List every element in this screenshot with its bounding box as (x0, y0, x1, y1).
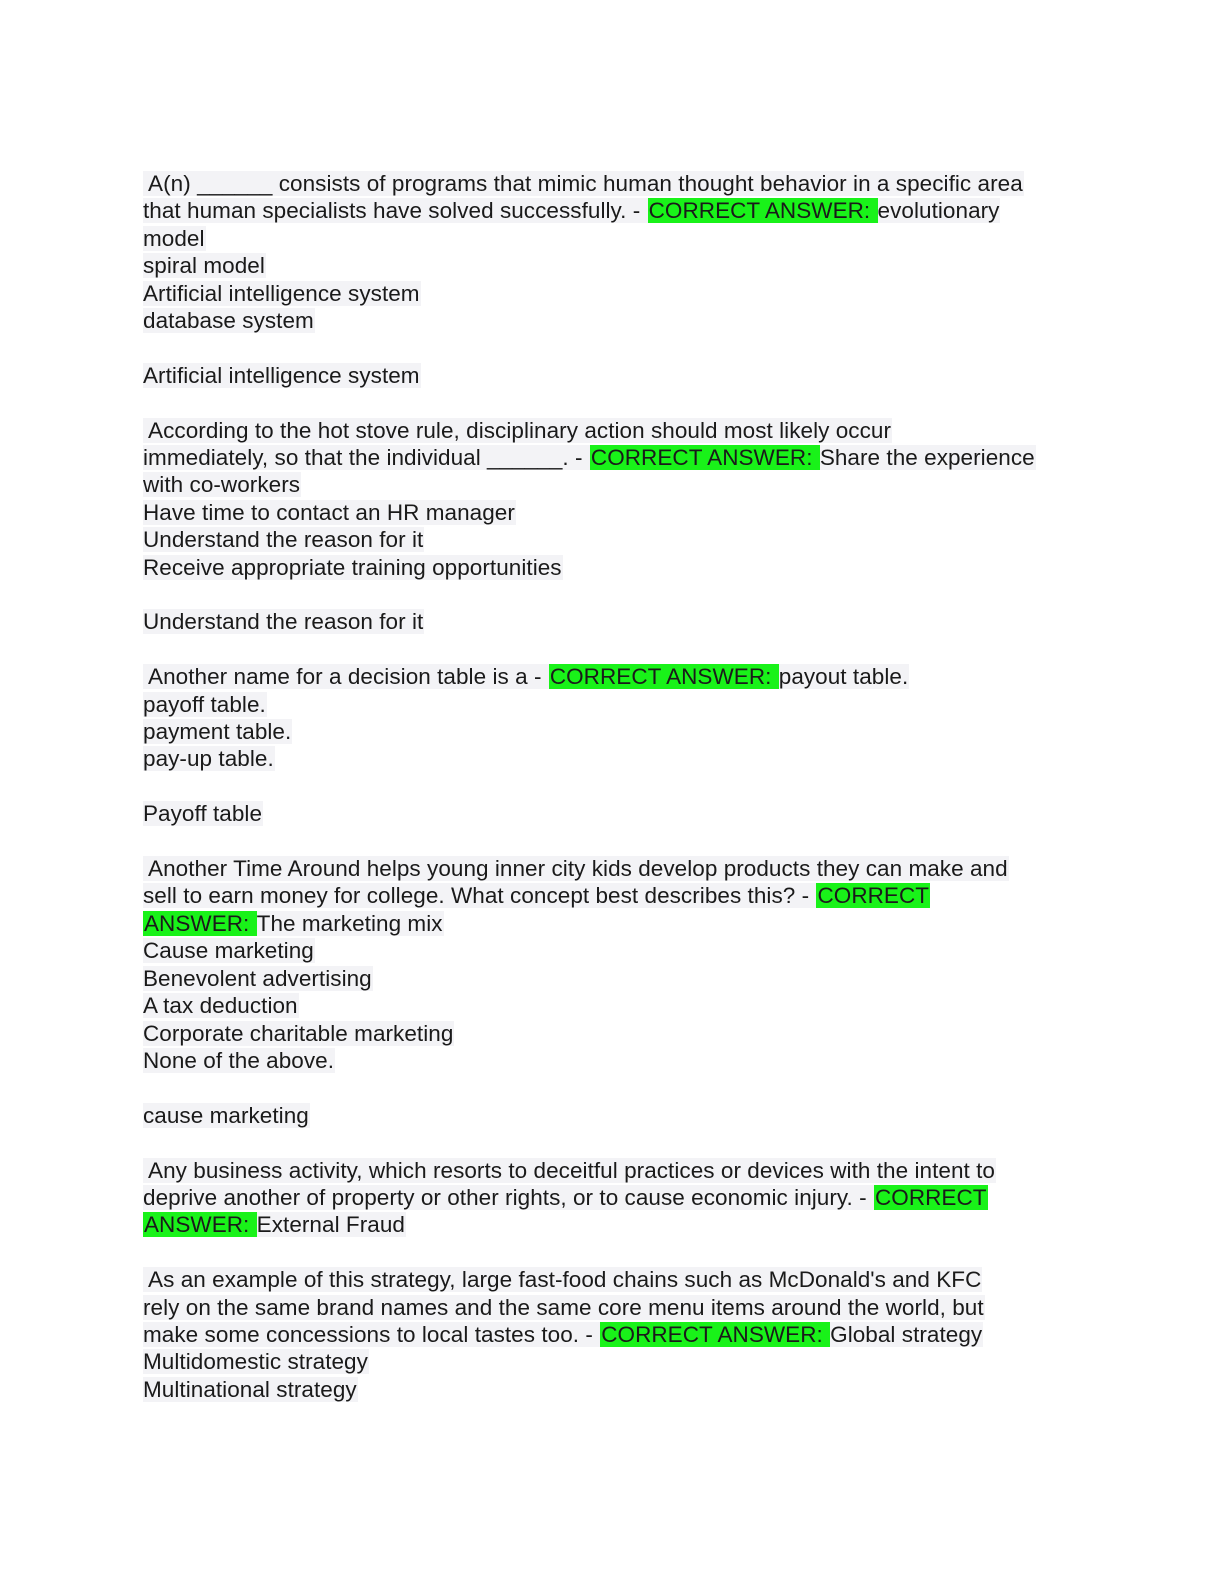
question-block (143, 663, 1083, 773)
text-line (143, 608, 1083, 635)
text-segment: database system (143, 308, 314, 334)
text-line (143, 992, 1083, 1019)
text-line (143, 855, 1083, 882)
text-segment: Share the experience (819, 445, 1035, 471)
text-segment: spiral model (143, 253, 265, 279)
text-line (143, 1376, 1083, 1403)
correct-answer-label: CORRECT ANSWER: (549, 664, 778, 690)
answer-block (143, 362, 1083, 389)
text-segment: Understand the reason for it (143, 609, 424, 635)
text-segment: Multinational strategy (143, 1376, 357, 1402)
text-segment: As an example of this strategy, large fast-food chains such as McDonald's and KFC (143, 1267, 982, 1293)
text-segment: Payoff table (143, 801, 263, 827)
correct-answer-label: CORRECT ANSWER: (601, 1321, 830, 1347)
text-segment: make some concessions to local tastes too. - (143, 1321, 600, 1347)
text-line (143, 882, 1083, 909)
text-line (143, 965, 1083, 992)
text-segment: payout table. (778, 664, 909, 690)
text-line (143, 1294, 1083, 1321)
text-segment: Understand the reason for it (143, 527, 424, 553)
text-segment: The marketing mix (256, 910, 443, 936)
text-segment: Multidomestic strategy (143, 1349, 368, 1375)
question-block (143, 1157, 1083, 1239)
text-line (143, 280, 1083, 307)
text-segment: A(n) ______ consists of programs that mimic human thought behavior in a specific area (143, 171, 1023, 196)
text-line (143, 554, 1083, 581)
question-block (143, 417, 1083, 581)
text-line (143, 471, 1083, 498)
document-body (143, 170, 1083, 1431)
text-segment: Another name for a decision table is a - (143, 664, 548, 690)
correct-answer-label: CORRECT (874, 1184, 987, 1210)
correct-answer-label: CORRECT ANSWER: (590, 445, 819, 471)
text-line (143, 1020, 1083, 1047)
text-segment: Corporate charitable marketing (143, 1020, 454, 1046)
correct-answer-label: ANSWER: (144, 910, 256, 936)
text-line (143, 1102, 1083, 1129)
text-segment: Any business activity, which resorts to deceitful practices or devices with the intent to (143, 1157, 995, 1183)
answer-block (143, 608, 1083, 635)
text-segment: None of the above. (143, 1047, 335, 1073)
text-line (143, 307, 1083, 334)
text-segment: evolutionary (877, 198, 1000, 224)
answer-block (143, 800, 1083, 827)
text-line (143, 1184, 1083, 1211)
correct-answer-label: ANSWER: (144, 1212, 256, 1238)
text-line (143, 800, 1083, 827)
text-line (143, 1157, 1083, 1184)
text-line (143, 1348, 1083, 1375)
text-line (143, 499, 1083, 526)
text-segment: A tax deduction (143, 993, 298, 1019)
text-segment: immediately, so that the individual ______. - (143, 445, 589, 471)
text-segment: with co-workers (143, 472, 301, 498)
text-line (143, 745, 1083, 772)
text-segment: External Fraud (256, 1212, 405, 1238)
text-segment: payment table. (143, 719, 292, 745)
text-line (143, 526, 1083, 553)
text-segment: Global strategy (830, 1321, 983, 1347)
text-line (143, 937, 1083, 964)
text-line (143, 718, 1083, 745)
text-segment: deprive another of property or other rights, or to cause economic injury. - (143, 1184, 873, 1210)
text-segment: cause marketing (143, 1102, 309, 1128)
text-line (143, 1211, 1083, 1238)
correct-answer-label: CORRECT ANSWER: (648, 198, 877, 224)
question-block (143, 1266, 1083, 1403)
question-block (143, 855, 1083, 1074)
text-segment: Cause marketing (143, 938, 314, 964)
text-line (143, 1321, 1083, 1348)
text-segment: Have time to contact an HR manager (143, 499, 515, 525)
text-segment: that human specialists have solved successfully. - (143, 198, 647, 224)
text-segment: payoff table. (143, 691, 266, 717)
text-line (143, 252, 1083, 279)
text-line (143, 910, 1083, 937)
text-segment: pay-up table. (143, 746, 274, 772)
text-line (143, 1266, 1083, 1293)
text-segment: Artificial intelligence system (143, 362, 420, 388)
text-line (143, 691, 1083, 718)
correct-answer-label: CORRECT (817, 883, 930, 909)
text-segment: Benevolent advertising (143, 965, 372, 991)
text-line (143, 663, 1083, 690)
text-segment: sell to earn money for college. What concept best describes this? - (143, 883, 816, 909)
text-line (143, 225, 1083, 252)
text-segment: model (143, 225, 205, 251)
text-segment: According to the hot stove rule, disciplinary action should most likely occur (143, 417, 892, 443)
text-line (143, 417, 1083, 444)
text-line (143, 170, 1083, 197)
text-segment: Receive appropriate training opportunities (143, 554, 562, 580)
text-segment: rely on the same brand names and the same core menu items around the world, but (143, 1294, 984, 1320)
text-segment: Another Time Around helps young inner city kids develop products they can make and (143, 856, 1008, 882)
answer-block (143, 1102, 1083, 1129)
text-line (143, 197, 1083, 224)
text-line (143, 1047, 1083, 1074)
text-line (143, 362, 1083, 389)
question-block (143, 170, 1083, 334)
text-segment: Artificial intelligence system (143, 280, 420, 306)
text-line (143, 444, 1083, 471)
